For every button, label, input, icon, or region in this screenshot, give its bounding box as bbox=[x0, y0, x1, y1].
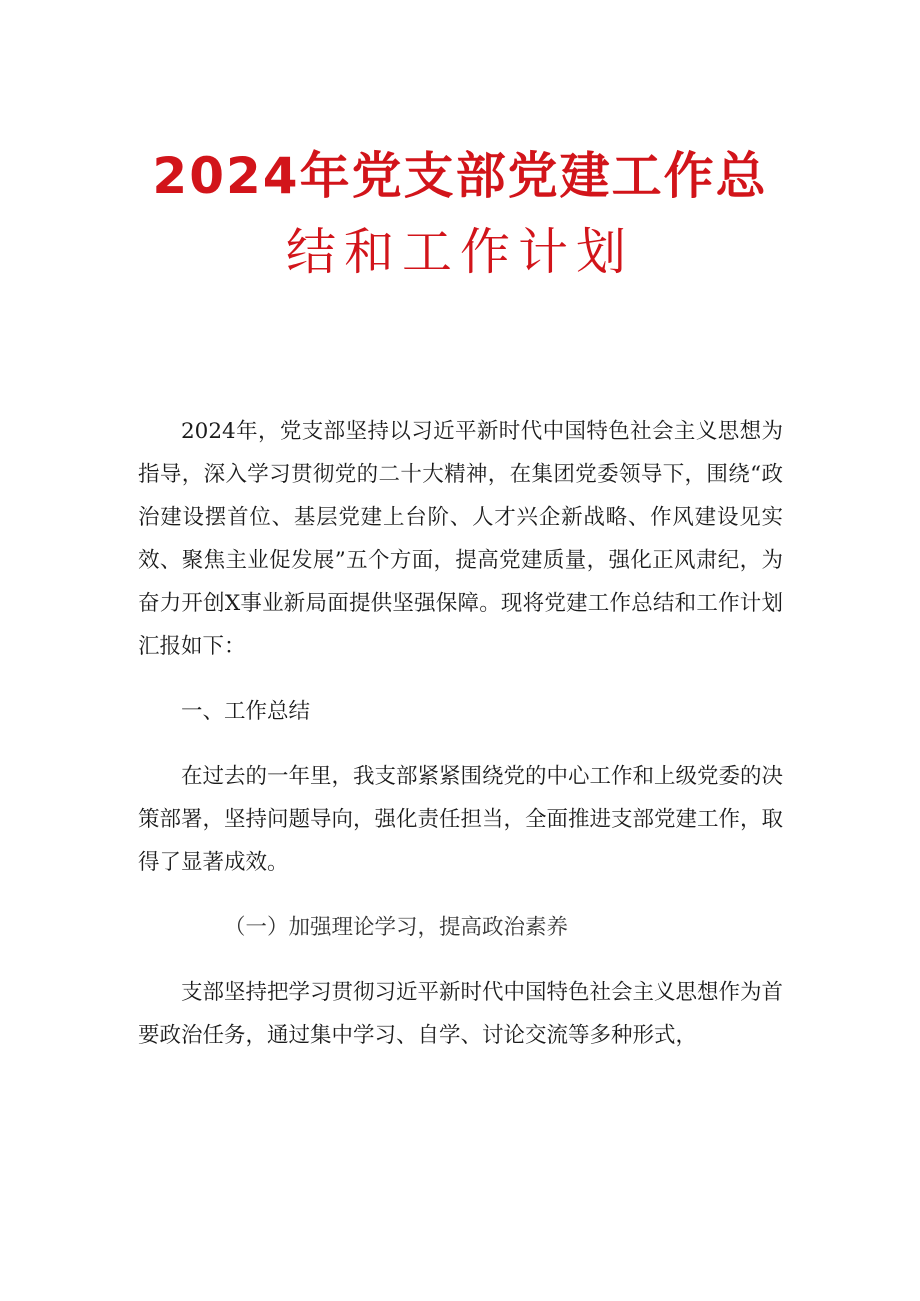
document-title bbox=[110, 138, 810, 290]
section-heading-work-summary: 一、工作总结 bbox=[181, 699, 311, 724]
subsection-heading-theory-study: （一）加强理论学习，提高政治素养 bbox=[224, 915, 569, 940]
title-line-2: 结和工作计划 bbox=[286, 223, 634, 281]
section-paragraph-work-summary: 在过去的一年里，我支部紧紧围绕党的中心工作和上级党委的决策部署，坚持问题导向，强化责任担当，全面推进支部党建工作，取得了显著成效。 bbox=[138, 764, 784, 875]
document-body bbox=[138, 410, 783, 1057]
intro-paragraph: 2024年，党支部坚持以习近平新时代中国特色社会主义思想为指导，深入学习贯彻党的二十大精神，在集团党委领导下，围绕“政治建设摆首位、基层党建上台阶、人才兴企新战略、作风建设见实效、聚焦主业促发展”五个方面，提高党建质量，强化正风肃纪，为奋力开创X事业新局面提供坚强保障。现将党建工作总结和工作计划汇报如下： bbox=[138, 419, 783, 659]
subsection-paragraph-theory-study: 支部坚持把学习贯彻习近平新时代中国特色社会主义思想作为首要政治任务，通过集中学习、自学、讨论交流等多种形式， bbox=[138, 980, 784, 1048]
title-line-1: 2024年党支部党建工作总 bbox=[152, 147, 768, 205]
